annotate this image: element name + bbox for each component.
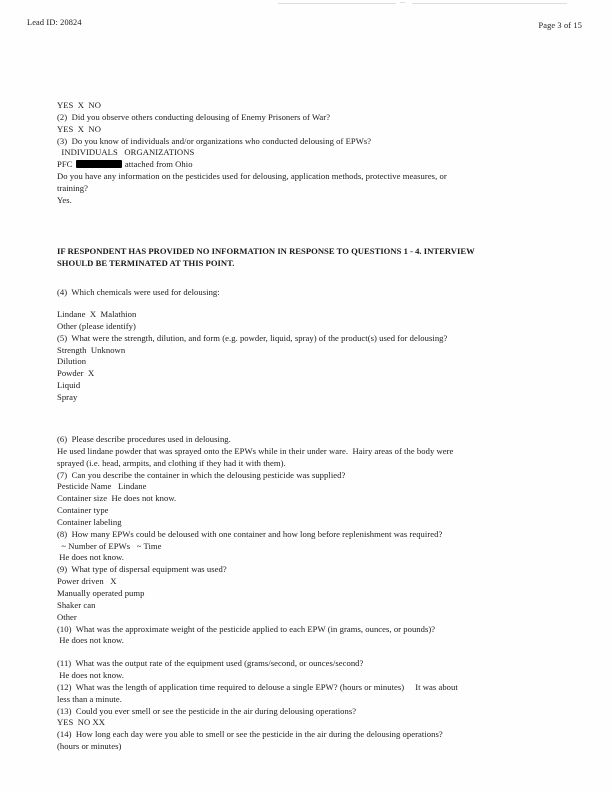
answer-line: YES X NO — [57, 123, 101, 134]
answer-line: Liquid — [57, 380, 81, 391]
question-line: (4) Which chemicals were used for delousing: — [57, 287, 220, 297]
answer-line: Strength Unknown — [57, 344, 126, 355]
question-line: (6) Please describe procedures used in delousing. — [57, 434, 231, 444]
redaction-bar — [76, 160, 122, 168]
question-line: (12) What was the length of application time required to delouse a single EPW? (hours or minutes) It was about — [57, 681, 458, 692]
question-line: (7) Can you describe the container in which the delousing pesticide was supplied? — [57, 469, 346, 480]
question-line: (13) Could you ever smell or see the pesticide in the air during delousing operations? — [57, 705, 357, 716]
answer-line: Dilution — [57, 356, 87, 367]
scan-artifact-streak — [412, 3, 567, 4]
answer-line: Other (please identify) — [57, 320, 136, 331]
question-line: (11) What was the output rate of the equipment used (grams/second, or ounces/second? — [57, 658, 364, 669]
answer-line-cont: sprayed (i.e. head, armpits, and clothing if they had it with them). — [57, 457, 286, 468]
individuals-organizations-header: INDIVIDUALS ORGANIZATIONS — [57, 147, 195, 158]
answer-line: Other — [57, 611, 77, 622]
lead-id-label: Lead ID: 20824 — [27, 18, 82, 27]
pfc-suffix: attached from Ohio — [122, 159, 193, 170]
question-line: Do you have any information on the pesticides used for delousing, application methods, protective measures, or — [57, 171, 447, 182]
answer-line: Shaker can — [57, 599, 96, 610]
termination-notice-block — [57, 246, 572, 270]
answer-line: Container type — [57, 505, 109, 516]
question-line: (5) What were the strength, dilution, and form (e.g. powder, liquid, spray) of the product(s) used for delousing? — [57, 332, 448, 343]
pfc-redacted-line — [57, 159, 572, 171]
answer-line: He does not know. — [57, 670, 124, 681]
question-4-block — [57, 287, 572, 299]
subitem-line: ~ Number of EPWs ~ Time — [57, 540, 162, 551]
upper-text-block — [57, 100, 572, 207]
termination-notice-line: SHOULD BE TERMINATED AT THIS POINT. — [57, 257, 235, 268]
answer-line: Pesticide Name Lindane — [57, 481, 147, 492]
answer-line: Yes. — [57, 194, 72, 205]
question-line: (10) What was the approximate weight of the pesticide applied to each EPW (in grams, ounces, or pounds)? — [57, 623, 436, 634]
answer-line: He used lindane powder that was sprayed onto the EPWs while in their under ware. Hairy areas of the body were — [57, 445, 454, 456]
answer-line: Powder X — [57, 368, 95, 379]
termination-notice-line: IF RESPONDENT HAS PROVIDED NO INFORMATION IN RESPONSE TO QUESTIONS 1 - 4. INTERVIEW — [57, 246, 475, 256]
answer-line: Container labeling — [57, 516, 122, 527]
answer-line: YES X NO — [57, 100, 101, 110]
question-line: (9) What type of dispersal equipment was used? — [57, 564, 227, 575]
question-line: (2) Did you observe others conducting delousing of Enemy Prisoners of War? — [57, 111, 331, 122]
question-line: (3) Do you know of individuals and/or organizations who conducted delousing of EPWs? — [57, 135, 372, 146]
question-6-block — [57, 434, 572, 753]
page-header — [0, 18, 612, 34]
paragraph-gap — [57, 647, 572, 658]
answer-line: Container size He does not know. — [57, 493, 177, 504]
question-line: (14) How long each day were you able to smell or see the pesticide in the air during the delousing operations? — [57, 729, 443, 740]
page-number-label: Page 3 of 15 — [538, 21, 582, 30]
question-4-5-block — [57, 309, 572, 404]
pfc-prefix: PFC — [57, 159, 75, 170]
answer-line: He does not know. — [57, 635, 124, 646]
scan-artifact-streak — [400, 2, 405, 3]
answer-line: Spray — [57, 391, 78, 402]
answer-line: Lindane X Malathion — [57, 309, 137, 319]
question-line: (8) How many EPWs could be deloused with one container and how long before replenishment was required? — [57, 528, 443, 539]
answer-line: less than a minute. — [57, 693, 122, 704]
scan-artifact-streak — [278, 3, 396, 4]
answer-line: Power driven X — [57, 576, 117, 587]
answer-line: Manually operated pump — [57, 587, 145, 598]
answer-line: (hours or minutes) — [57, 741, 122, 752]
answer-line: YES NO XX — [57, 717, 106, 728]
answer-line: He does not know. — [57, 552, 124, 563]
question-line-cont: training? — [57, 182, 88, 193]
